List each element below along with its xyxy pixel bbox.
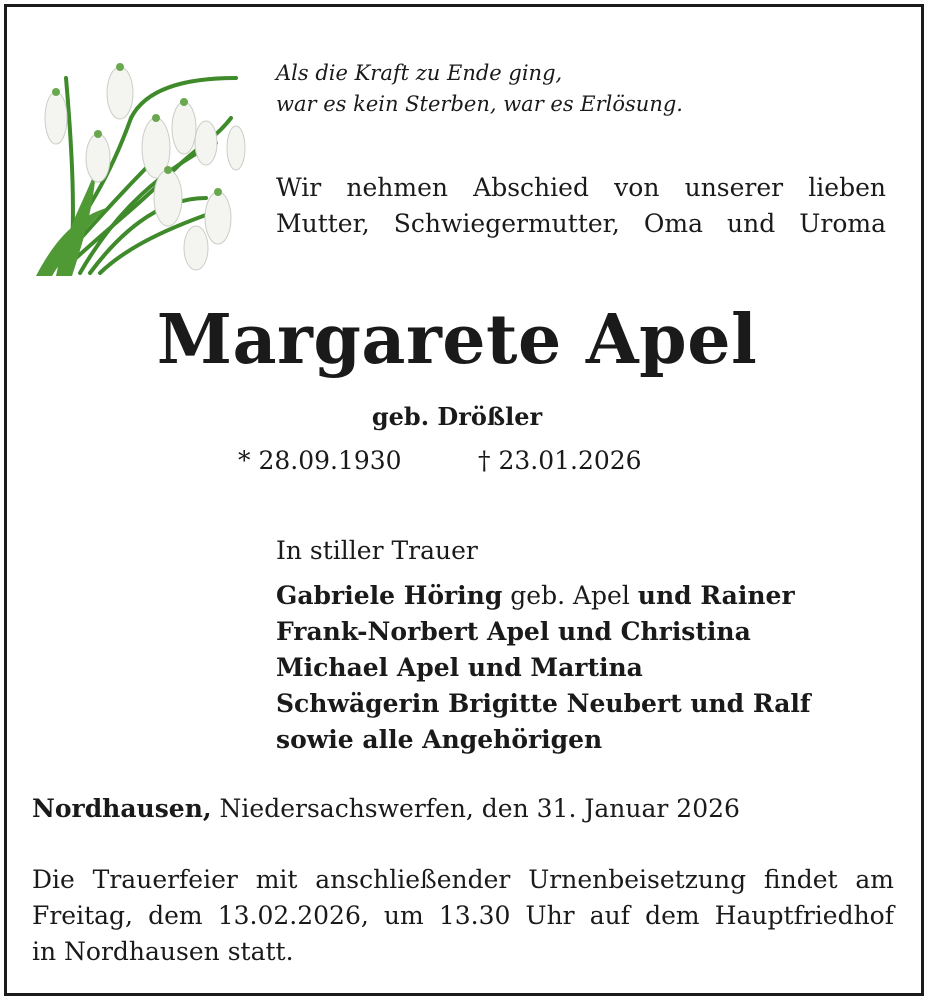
maiden-name: geb. Drößler [371,402,543,431]
death-date: † 23.01.2026 [478,446,642,475]
place-date [32,794,740,823]
mourners-list [276,578,811,758]
intro-line-2: Mutter, Schwiegermutter, Oma und Uroma [276,209,886,238]
service-line-2: Freitag, dem 13.02.2026, um 13.30 Uhr auf dem Hauptfriedhof [32,901,894,930]
mourner-row-3: Michael Apel und Martina [276,653,643,682]
service-line-3: in Nordhausen statt. [32,937,294,966]
mourner-name: Gabriele Höring [276,581,503,610]
quote [276,58,683,120]
quote-line-1: Als die Kraft zu Ende ging, [276,61,563,85]
deceased-name: Margarete Apel [156,300,758,380]
mourner-row-4: Schwägerin Brigitte Neubert und Ralf [276,689,811,718]
place-rest: Niedersachswerfen, den 31. Januar 2026 [211,794,740,823]
mourner-row-5: sowie alle Angehörigen [276,725,603,754]
intro-line-1: Wir nehmen Abschied von unserer lieben [276,173,886,202]
quote-line-2: war es kein Sterben, war es Erlösung. [276,92,683,116]
intro-text [276,170,886,242]
mourner-row-2: Frank-Norbert Apel und Christina [276,617,751,646]
mourner-partner: und Rainer [637,581,795,610]
snowdrop-flower-image [36,48,256,276]
birth-date: * 28.09.1930 [238,446,402,475]
service-notice [32,862,894,970]
service-line-1: Die Trauerfeier mit anschließender Urnenbeisetzung findet am [32,865,894,894]
mourner-row-1 [276,578,811,614]
mourner-maiden: geb. Apel [502,581,638,610]
place-city: Nordhausen, [32,794,212,823]
mourning-intro: In stiller Trauer [276,536,478,565]
